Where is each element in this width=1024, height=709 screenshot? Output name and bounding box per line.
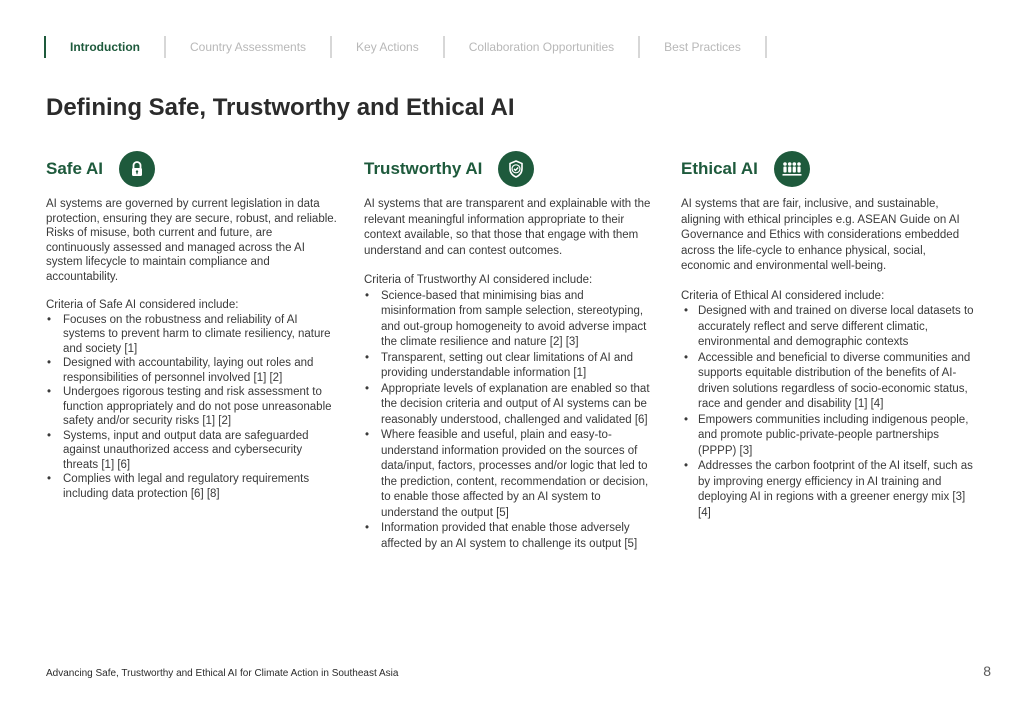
- safe-ai-column: [46, 150, 338, 501]
- page-number: 8: [983, 663, 991, 679]
- criteria-item: • Science-based that minimising bias and misinformation from sample selection, stereotyping, and out-group homogeneity to avoid adverse impact the climate resilience and nature [2] [3]: [364, 289, 656, 351]
- criteria-item: • Focuses on the robustness and reliability of AI systems to prevent harm to climate resiliency, nature and society [1]: [46, 313, 338, 357]
- criteria-list: [364, 289, 656, 553]
- criteria-item: • Addresses the carbon footprint of the AI itself, such as by improving energy efficiency in AI training and deploying AI in regions with a greener energy mix [3] [4]: [681, 459, 975, 521]
- column-header: [46, 150, 338, 188]
- criteria-item: • Empowers communities including indigenous people, and promote public-private-people partnerships (PPPP) [3]: [681, 413, 975, 460]
- criteria-item: • Where feasible and useful, plain and easy-to-understand information provided on the sources of data/input, factors, processes and/or logic that led to the prediction, content, recommendation or decision, to enable those affected by an AI system to understand the output [5]: [364, 428, 656, 521]
- nav-tab-collaboration-opportunities[interactable]: Collaboration Opportunities: [468, 40, 615, 54]
- nav-tab-best-practices[interactable]: Best Practices: [664, 40, 741, 54]
- criteria-label: Criteria of Trustworthy AI considered include:: [364, 274, 593, 286]
- column-header: [364, 150, 656, 188]
- page-title: Defining Safe, Trustworthy and Ethical AI: [46, 94, 515, 121]
- nav-tab-key-actions[interactable]: Key Actions: [356, 40, 419, 54]
- column-intro: AI systems are governed by current legislation in data protection, ensuring they are secure, robust, and reliable. Risks of misuse, both current and future, are continuously assessed and managed across the AI system lifecycle to maintain compliance and accountability.: [46, 198, 337, 283]
- criteria-item: • Accessible and beneficial to diverse communities and supports equitable distribution of the benefits of AI-driven solutions regardless of socio-economic status, race and gender and disability [1] [4]: [681, 351, 975, 413]
- column-title: Trustworthy AI: [364, 159, 483, 178]
- column-intro: AI systems that are fair, inclusive, and sustainable, aligning with ethical principles e.g. ASEAN Guide on AI Governance and Ethics with considerations embedded across the life-cycle to enhance physical, social, economic and environmental well-being.: [681, 198, 960, 272]
- criteria-item: • Information provided that enable those adversely affected by an AI system to challenge its output [5]: [364, 521, 656, 552]
- ethical-ai-column: [681, 150, 975, 521]
- criteria-item: • Undergoes rigorous testing and risk assessment to function appropriately and do not pose unreasonable safety and/or security risks [1] [2]: [46, 385, 338, 429]
- nav-tab-introduction[interactable]: Introduction: [70, 40, 140, 54]
- criteria-list: [46, 313, 338, 502]
- criteria-item: • Designed with and trained on diverse local datasets to accurately reflect and serve different climatic, environmental and demographic contexts: [681, 304, 975, 351]
- column-header: [681, 150, 975, 188]
- column-title: Ethical AI: [681, 159, 758, 178]
- top-nav: [44, 36, 767, 58]
- nav-tab-country-assessments[interactable]: Country Assessments: [189, 40, 307, 54]
- shield-check-icon: [498, 151, 534, 187]
- criteria-label: Criteria of Ethical AI considered include:: [681, 289, 885, 302]
- people-icon: [774, 151, 810, 187]
- lock-icon: [119, 151, 155, 187]
- criteria-item: • Transparent, setting out clear limitations of AI and providing understandable information [1]: [364, 351, 656, 382]
- criteria-item: • Designed with accountability, laying out roles and responsibilities of personnel involved [1] [2]: [46, 356, 338, 385]
- column-title: Safe AI: [46, 159, 104, 178]
- trustworthy-ai-column: [364, 150, 656, 552]
- nav-divider: [765, 36, 767, 58]
- criteria-label: Criteria of Safe AI considered include:: [46, 299, 239, 311]
- criteria-item: • Systems, input and output data are safeguarded against unauthorized access and cybersecurity threats [1] [6]: [46, 429, 338, 473]
- footer-document-title: Advancing Safe, Trustworthy and Ethical AI for Climate Action in Southeast Asia: [46, 668, 399, 679]
- criteria-item: • Complies with legal and regulatory requirements including data protection [6] [8]: [46, 472, 338, 501]
- column-intro: AI systems that are transparent and explainable with the relevant meaningful information appropriate to their context available, so that those that engage with them understand and can contest outcomes.: [364, 198, 651, 257]
- criteria-list: [681, 304, 975, 521]
- criteria-item: • Appropriate levels of explanation are enabled so that the decision criteria and output of AI systems can be reasonably understood, challenged and validated [6]: [364, 382, 656, 429]
